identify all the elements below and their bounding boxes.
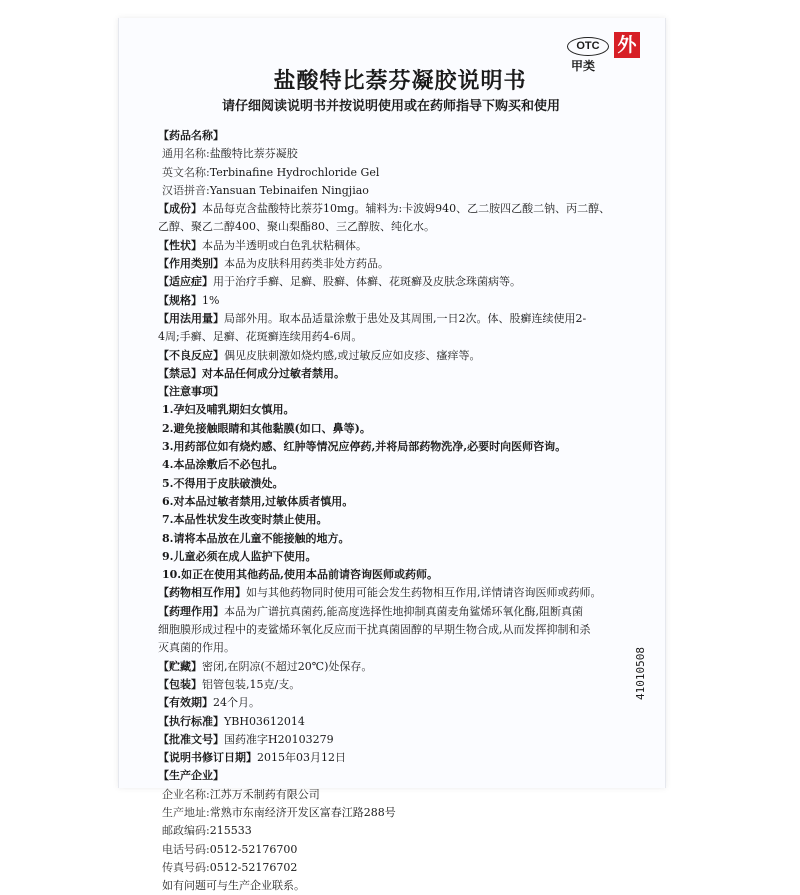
ingredients-text-2: 乙醇、聚乙二醇400、聚山梨酯80、三乙醇胺、纯化水。 [158, 220, 435, 234]
adverse-row [158, 347, 652, 365]
section-heading-ingredients: 【成份】 [158, 202, 202, 216]
postcode-row [158, 822, 652, 840]
generic-name-label: 通用名称: [162, 147, 210, 161]
section-heading-interactions: 【药物相互作用】 [158, 586, 246, 600]
english-name-row [158, 164, 652, 182]
phone-label: 电话号码: [162, 842, 210, 856]
fax-label: 传真号码: [162, 860, 210, 874]
approval-text: 国药准字H20103279 [224, 732, 334, 746]
storage-row [158, 658, 652, 676]
category-text: 本品为皮肤科用药类非处方药品。 [224, 257, 389, 271]
page-subtitle: 请仔细阅读说明书并按说明使用或在药师指导下购买和使用 [221, 99, 560, 114]
otc-badge: OTC [567, 37, 609, 56]
precaution-item: 6.对本品过敏者禁用,过敏体质者慎用。 [162, 494, 354, 508]
appearance-text: 本品为半透明或白色乳状粘稠体。 [202, 238, 367, 252]
side-code: 41010508 [634, 647, 647, 700]
section-heading-category: 【作用类别】 [158, 257, 224, 271]
section-heading-manufacturer: 【生产企业】 [158, 769, 224, 783]
company-name-row [158, 786, 652, 804]
section-heading-storage: 【贮藏】 [158, 659, 202, 673]
pinyin-name-value: Yansuan Tebinaifen Ningjiao [209, 183, 369, 197]
approval-row [158, 731, 652, 749]
spec-text: 1% [202, 293, 220, 307]
standard-text: YBH03612014 [224, 714, 305, 728]
section-heading-approval: 【批准文号】 [158, 732, 224, 746]
section-heading-spec: 【规格】 [158, 293, 202, 307]
ingredients-row-1 [158, 200, 652, 218]
section-heading-appearance: 【性状】 [158, 238, 202, 252]
pharmacology-text-2: 细胞膜形成过程中的麦鲨烯环氧化反应而干扰真菌固醇的早期生物合成,从而发挥抑制和杀 [158, 623, 591, 637]
company-address-value: 常熟市东南经济开发区富春江路288号 [209, 805, 396, 819]
english-name-value: Terbinafine Hydrochloride Gel [209, 165, 380, 179]
section-heading-contra: 【禁忌】 [158, 366, 202, 380]
section-heading-validity: 【有效期】 [158, 696, 213, 710]
usage-row-1 [158, 310, 652, 328]
pinyin-name-row [158, 182, 652, 200]
section-heading-usage: 【用法用量】 [158, 311, 224, 325]
company-name-label: 企业名称: [162, 787, 210, 801]
contact-note: 如有问题可与生产企业联系。 [162, 879, 305, 893]
precaution-item: 1.孕妇及哺乳期妇女慎用。 [162, 403, 295, 417]
section-heading-precautions: 【注意事项】 [158, 385, 224, 399]
pinyin-name-label: 汉语拼音: [162, 183, 210, 197]
ingredients-text-1: 本品每克含盐酸特比萘芬10mg。辅料为:卡波姆940、乙二胺四乙酸二钠、丙二醇、 [202, 202, 611, 216]
section-heading-adverse: 【不良反应】 [158, 348, 224, 362]
section-heading-revision: 【说明书修订日期】 [158, 751, 257, 765]
phone-row [158, 841, 652, 859]
class-a-label: 甲类 [571, 59, 596, 73]
precaution-item: 8.请将本品放在儿童不能接触的地方。 [162, 531, 350, 545]
pharmacology-row-1 [158, 603, 652, 621]
pharmacology-text-1: 本品为广谱抗真菌药,能高度选择性地抑制真菌麦角鲨烯环氧化酶,阻断真菌 [224, 604, 583, 618]
section-heading-standard: 【执行标准】 [158, 714, 224, 728]
precaution-item: 4.本品涂敷后不必包扎。 [162, 458, 284, 472]
phone-value: 0512-52176700 [209, 842, 298, 856]
section-heading-indications: 【适应症】 [158, 275, 213, 289]
postcode-label: 邮政编码: [162, 824, 210, 838]
storage-text: 密闭,在阴凉(不超过20℃)处保存。 [202, 659, 373, 673]
generic-name-value: 盐酸特比萘芬凝胶 [209, 147, 298, 161]
revision-row [158, 749, 652, 767]
validity-row [158, 694, 652, 712]
company-address-row [158, 804, 652, 822]
pharmacology-text-3: 灭真菌的作用。 [158, 641, 235, 655]
precaution-item: 9.儿童必须在成人监护下使用。 [162, 549, 317, 563]
precaution-item: 10.如正在使用其他药品,使用本品前请咨询医师或药师。 [162, 568, 438, 582]
adverse-text: 偶见皮肤刺激如烧灼感,或过敏反应如皮疹、瘙痒等。 [224, 348, 481, 362]
usage-text-2: 4周;手癣、足癣、花斑癣连续用药4-6周。 [158, 330, 363, 344]
company-address-label: 生产地址: [162, 805, 210, 819]
indications-text: 用于治疗手癣、足癣、股癣、体癣、花斑癣及皮肤念珠菌病等。 [213, 275, 521, 289]
fax-row [158, 859, 652, 877]
validity-text: 24个月。 [213, 696, 260, 710]
standard-row [158, 713, 652, 731]
category-row [158, 255, 652, 273]
company-name-value: 江苏万禾制药有限公司 [209, 787, 320, 801]
section-heading-drug-name: 【药品名称】 [158, 129, 224, 142]
interactions-row [158, 584, 652, 602]
section-heading-package: 【包装】 [158, 677, 202, 691]
revision-text: 2015年03月12日 [257, 751, 346, 765]
usage-text-1: 局部外用。取本品适量涂敷于患处及其周围,一日2次。体、股癣连续使用2- [224, 311, 587, 325]
precaution-item: 3.用药部位如有烧灼感、红肿等情况应停药,并将局部药物洗净,必要时向医师咨询。 [162, 440, 567, 454]
package-row [158, 676, 652, 694]
precaution-item: 2.避免接触眼睛和其他黏膜(如口、鼻等)。 [162, 421, 371, 435]
interactions-text: 如与其他药物同时使用可能会发生药物相互作用,详情请咨询医师或药师。 [246, 586, 602, 600]
generic-name-row [158, 145, 652, 163]
precaution-item: 5.不得用于皮肤破溃处。 [162, 476, 284, 490]
page-title: 盐酸特比萘芬凝胶说明书 [273, 69, 527, 94]
contra-text: 对本品任何成分过敏者禁用。 [202, 366, 345, 380]
contra-row [158, 365, 652, 383]
indications-row [158, 273, 652, 291]
leaflet-content [158, 127, 652, 895]
appearance-row [158, 237, 652, 255]
english-name-label: 英文名称: [162, 165, 210, 179]
package-text: 铝管包装,15克/支。 [202, 677, 301, 691]
fax-value: 0512-52176702 [209, 860, 298, 874]
precaution-item: 7.本品性状发生改变时禁止使用。 [162, 513, 328, 527]
postcode-value: 215533 [209, 824, 252, 838]
spec-row [158, 292, 652, 310]
external-use-badge: 外 [614, 32, 640, 58]
section-heading-pharmacology: 【药理作用】 [158, 604, 224, 618]
